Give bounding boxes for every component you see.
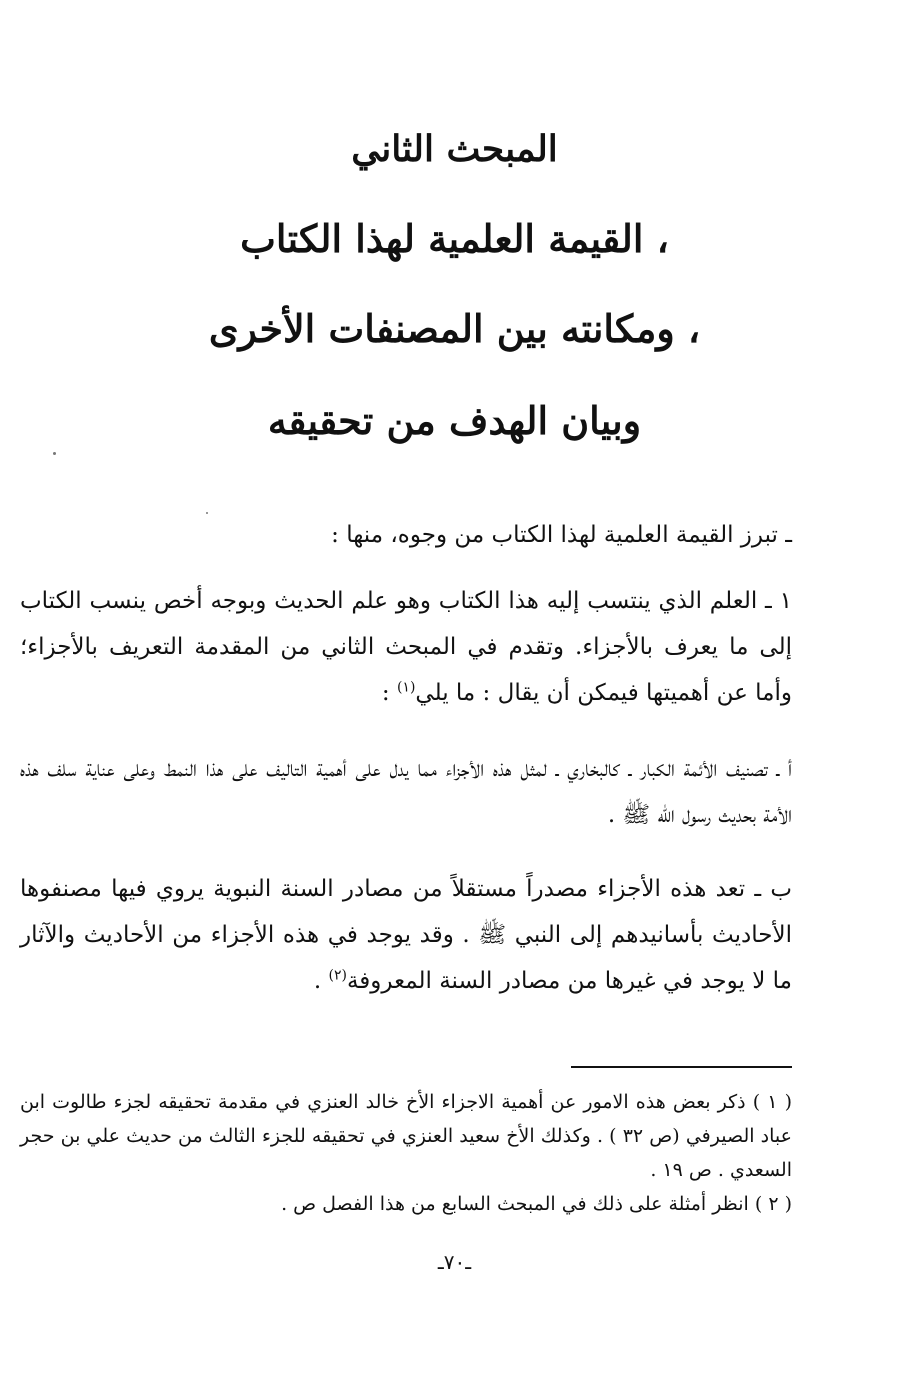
chapter-title-line-2: ومكانته بين المصنفات الأخرى ، <box>208 306 701 351</box>
scan-speck <box>53 452 56 455</box>
footnotes <box>20 1085 792 1221</box>
point-1-tail: : <box>381 680 397 706</box>
point-b-body: ب ـ تعد هذه الأجزاء مصدراً مستقلاً من مصادر السنة النبوية يروي فيها مصنفوها الأحاديث بأسانيدهم إلى النبي ﷺ . وقد يوجد في هذه الأجزاء من الأحاديث والآثار ما لا يوجد في غيرها من مصادر السنة المعروفة <box>20 876 792 994</box>
chapter-title-line-1: القيمة العلمية لهذا الكتاب ، <box>240 216 669 261</box>
point-1-body: ١ ـ العلم الذي ينتسب إليه هذا الكتاب وهو علم الحديث وبوجه أخص ينسب الكتاب إلى ما يعرف بالأجزاء. وتقدم في المبحث الثاني من المقدمة التعريف بالأجزاء؛ وأما عن أهميتها فيمكن أن يقال : ما يلي <box>20 588 792 706</box>
footnote-1: ( ١ ) ذكر بعض هذه الامور عن أهمية الاجزاء الأخ خالد العنزي في مقدمة تحقيقه لجزء طالوت ابن عباد الصيرفي (ص ٣٢ ) . وكذلك الأخ سعيد العنزي في تحقيقه للجزء الثالث من حديث علي بن حجر السعدي . ص ١٩ . <box>20 1091 792 1181</box>
intro-paragraph <box>20 512 792 558</box>
footnote-2: ( ٢ ) انظر أمثلة على ذلك في المبحث السابع من هذا الفصل ص . <box>281 1193 792 1215</box>
section-title: المبحث الثاني <box>351 128 558 170</box>
point-1-text <box>20 578 792 716</box>
intro-text: ـ تبرز القيمة العلمية لهذا الكتاب من وجوه، منها : <box>331 522 792 548</box>
point-a-paragraph <box>20 746 792 838</box>
page-number: ـ٧٠ـ <box>437 1250 472 1274</box>
chapter-title-line-3: وبيان الهدف من تحقيقه <box>267 398 642 443</box>
footnote-ref-1: (١) <box>396 679 416 696</box>
scan-speck <box>206 512 208 514</box>
footnote-ref-2: (٢) <box>328 967 347 984</box>
point-a-text: أ ـ تصنيف الأئمة الكبار ـ كالبخاري ـ لمثل هذه الأجزاء مما يدل على أهمية التاليف على هذا النمط وعلى عناية سلف هذه الأمة بحديث رسول الله ﷺ . <box>20 756 792 828</box>
point-1-paragraph <box>20 578 792 716</box>
point-b-text <box>20 866 792 1004</box>
point-b-paragraph <box>20 866 792 1004</box>
point-b-tail: . <box>313 968 329 994</box>
footnote-separator <box>571 1066 792 1068</box>
